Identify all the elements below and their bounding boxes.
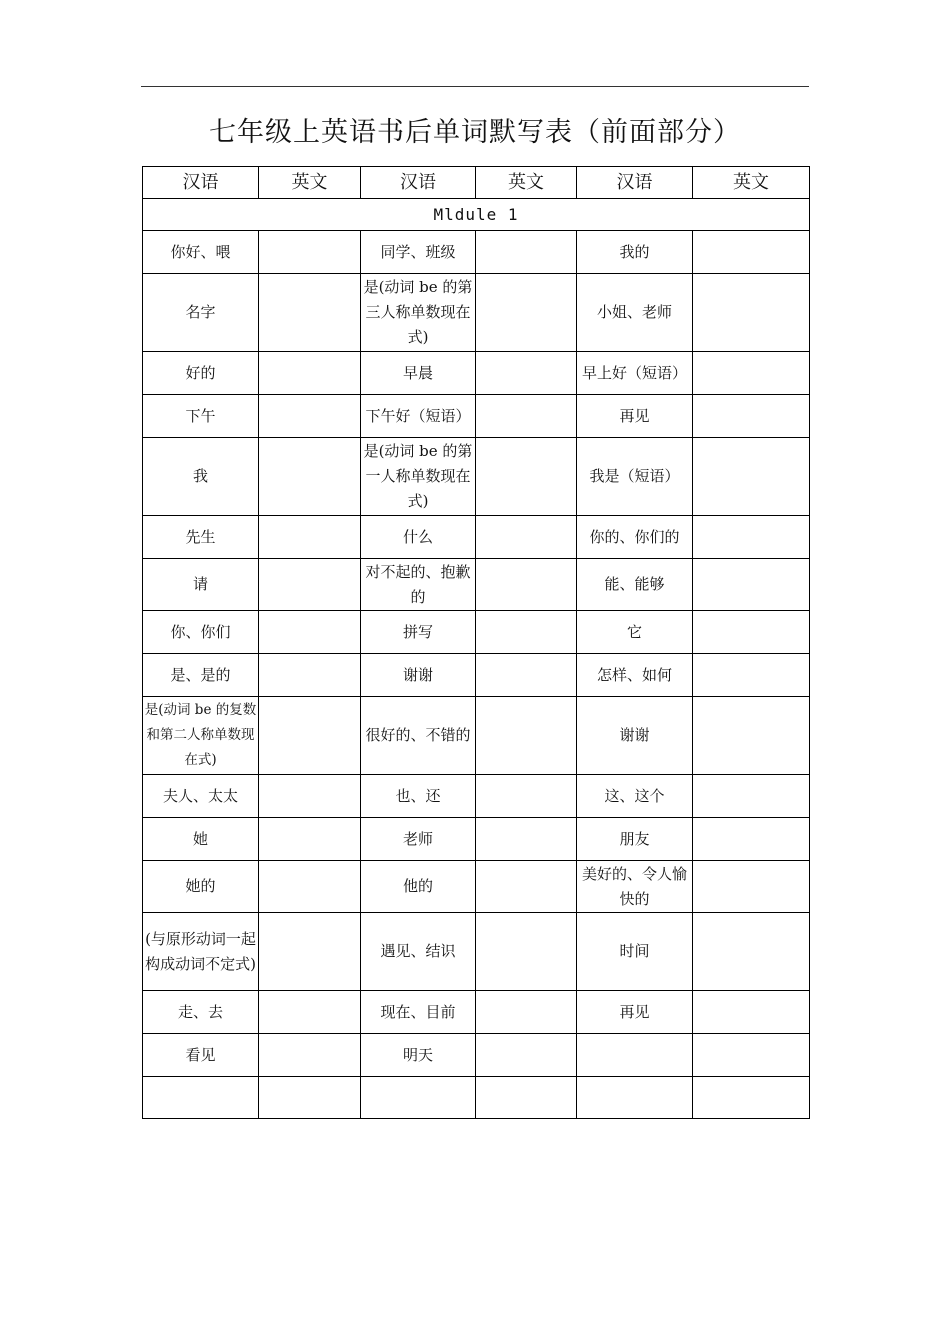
english-answer-cell[interactable] (476, 1077, 577, 1119)
table-row (143, 991, 810, 1034)
english-answer-cell[interactable] (259, 516, 361, 559)
english-answer-cell[interactable] (693, 395, 810, 438)
table-row (143, 818, 810, 861)
chinese-word-cell: 他的 (361, 861, 476, 913)
english-answer-cell[interactable] (476, 395, 577, 438)
header-row (143, 167, 810, 199)
module-row (143, 199, 810, 231)
chinese-word-cell: 遇见、结识 (361, 913, 476, 991)
english-answer-cell[interactable] (476, 775, 577, 818)
english-answer-cell[interactable] (693, 559, 810, 611)
table-row (143, 352, 810, 395)
table-row (143, 559, 810, 611)
chinese-word-cell: 谢谢 (361, 654, 476, 697)
chinese-word-cell (143, 1077, 259, 1119)
table-row (143, 231, 810, 274)
english-answer-cell[interactable] (476, 697, 577, 775)
chinese-word-cell: 你、你们 (143, 611, 259, 654)
chinese-word-cell: 名字 (143, 274, 259, 352)
chinese-word-cell: 她的 (143, 861, 259, 913)
english-answer-cell[interactable] (476, 516, 577, 559)
chinese-word-cell: 它 (577, 611, 693, 654)
table-row (143, 913, 810, 991)
table-row (143, 1077, 810, 1119)
chinese-word-cell: 现在、目前 (361, 991, 476, 1034)
table-row (143, 395, 810, 438)
header-chinese-1: 汉语 (143, 167, 259, 199)
vocabulary-table (142, 166, 810, 1119)
english-answer-cell[interactable] (259, 395, 361, 438)
english-answer-cell[interactable] (259, 231, 361, 274)
chinese-word-cell: 早晨 (361, 352, 476, 395)
english-answer-cell[interactable] (476, 818, 577, 861)
table-row (143, 861, 810, 913)
chinese-word-cell: 谢谢 (577, 697, 693, 775)
english-answer-cell[interactable] (259, 274, 361, 352)
chinese-word-cell: 朋友 (577, 818, 693, 861)
english-answer-cell[interactable] (259, 559, 361, 611)
table-row (143, 438, 810, 516)
english-answer-cell[interactable] (259, 1034, 361, 1077)
top-rule (141, 86, 809, 87)
english-answer-cell[interactable] (259, 697, 361, 775)
chinese-word-cell: 什么 (361, 516, 476, 559)
chinese-word-cell: 很好的、不错的 (361, 697, 476, 775)
english-answer-cell[interactable] (693, 438, 810, 516)
english-answer-cell[interactable] (476, 861, 577, 913)
english-answer-cell[interactable] (693, 861, 810, 913)
chinese-word-cell: 是(动词 be 的复数和第二人称单数现在式) (143, 697, 259, 775)
chinese-word-cell (577, 1077, 693, 1119)
chinese-word-cell: 是、是的 (143, 654, 259, 697)
table-row (143, 516, 810, 559)
chinese-word-cell: 下午 (143, 395, 259, 438)
chinese-word-cell: 我 (143, 438, 259, 516)
english-answer-cell[interactable] (693, 697, 810, 775)
chinese-word-cell: 先生 (143, 516, 259, 559)
chinese-word-cell: 下午好（短语） (361, 395, 476, 438)
english-answer-cell[interactable] (693, 352, 810, 395)
chinese-word-cell: 你的、你们的 (577, 516, 693, 559)
chinese-word-cell: 时间 (577, 913, 693, 991)
chinese-word-cell: 请 (143, 559, 259, 611)
english-answer-cell[interactable] (693, 818, 810, 861)
english-answer-cell[interactable] (259, 991, 361, 1034)
chinese-word-cell: 同学、班级 (361, 231, 476, 274)
english-answer-cell[interactable] (693, 611, 810, 654)
chinese-word-cell: 我是（短语） (577, 438, 693, 516)
english-answer-cell[interactable] (693, 991, 810, 1034)
english-answer-cell[interactable] (259, 654, 361, 697)
chinese-word-cell: 夫人、太太 (143, 775, 259, 818)
chinese-word-cell: (与原形动词一起构成动词不定式) (143, 913, 259, 991)
english-answer-cell[interactable] (259, 818, 361, 861)
chinese-word-cell: 我的 (577, 231, 693, 274)
chinese-word-cell: 早上好（短语） (577, 352, 693, 395)
table-row (143, 611, 810, 654)
table-row (143, 654, 810, 697)
chinese-word-cell: 再见 (577, 991, 693, 1034)
english-answer-cell[interactable] (693, 516, 810, 559)
chinese-word-cell: 也、还 (361, 775, 476, 818)
chinese-word-cell: 你好、喂 (143, 231, 259, 274)
english-answer-cell[interactable] (476, 913, 577, 991)
english-answer-cell[interactable] (259, 1077, 361, 1119)
chinese-word-cell (577, 1034, 693, 1077)
english-answer-cell[interactable] (693, 913, 810, 991)
english-answer-cell[interactable] (476, 991, 577, 1034)
header-english-1: 英文 (259, 167, 361, 199)
module-label: Mldule 1 (143, 199, 810, 231)
chinese-word-cell: 这、这个 (577, 775, 693, 818)
table-row (143, 1034, 810, 1077)
chinese-word-cell: 再见 (577, 395, 693, 438)
english-answer-cell[interactable] (693, 1034, 810, 1077)
chinese-word-cell: 拼写 (361, 611, 476, 654)
english-answer-cell[interactable] (476, 559, 577, 611)
chinese-word-cell (361, 1077, 476, 1119)
english-answer-cell[interactable] (259, 352, 361, 395)
english-answer-cell[interactable] (476, 231, 577, 274)
chinese-word-cell: 明天 (361, 1034, 476, 1077)
chinese-word-cell: 老师 (361, 818, 476, 861)
chinese-word-cell: 是(动词 be 的第一人称单数现在式) (361, 438, 476, 516)
chinese-word-cell: 走、去 (143, 991, 259, 1034)
header-english-2: 英文 (476, 167, 577, 199)
english-answer-cell[interactable] (693, 1077, 810, 1119)
english-answer-cell[interactable] (476, 611, 577, 654)
english-answer-cell[interactable] (693, 654, 810, 697)
chinese-word-cell: 能、能够 (577, 559, 693, 611)
header-chinese-3: 汉语 (577, 167, 693, 199)
english-answer-cell[interactable] (259, 913, 361, 991)
chinese-word-cell: 对不起的、抱歉的 (361, 559, 476, 611)
english-answer-cell[interactable] (259, 775, 361, 818)
english-answer-cell[interactable] (259, 861, 361, 913)
chinese-word-cell: 是(动词 be 的第三人称单数现在式) (361, 274, 476, 352)
chinese-word-cell: 美好的、令人愉快的 (577, 861, 693, 913)
english-answer-cell[interactable] (476, 352, 577, 395)
english-answer-cell[interactable] (259, 611, 361, 654)
chinese-word-cell: 好的 (143, 352, 259, 395)
chinese-word-cell: 她 (143, 818, 259, 861)
english-answer-cell[interactable] (476, 1034, 577, 1077)
header-english-3: 英文 (693, 167, 810, 199)
english-answer-cell[interactable] (476, 274, 577, 352)
table-row (143, 697, 810, 775)
table-row (143, 775, 810, 818)
chinese-word-cell: 小姐、老师 (577, 274, 693, 352)
page-title: 七年级上英语书后单词默写表（前面部分） (209, 117, 741, 148)
english-answer-cell[interactable] (476, 438, 577, 516)
chinese-word-cell: 看见 (143, 1034, 259, 1077)
header-chinese-2: 汉语 (361, 167, 476, 199)
english-answer-cell[interactable] (259, 438, 361, 516)
english-answer-cell[interactable] (693, 775, 810, 818)
english-answer-cell[interactable] (693, 274, 810, 352)
english-answer-cell[interactable] (693, 231, 810, 274)
table-row (143, 274, 810, 352)
english-answer-cell[interactable] (476, 654, 577, 697)
chinese-word-cell: 怎样、如何 (577, 654, 693, 697)
